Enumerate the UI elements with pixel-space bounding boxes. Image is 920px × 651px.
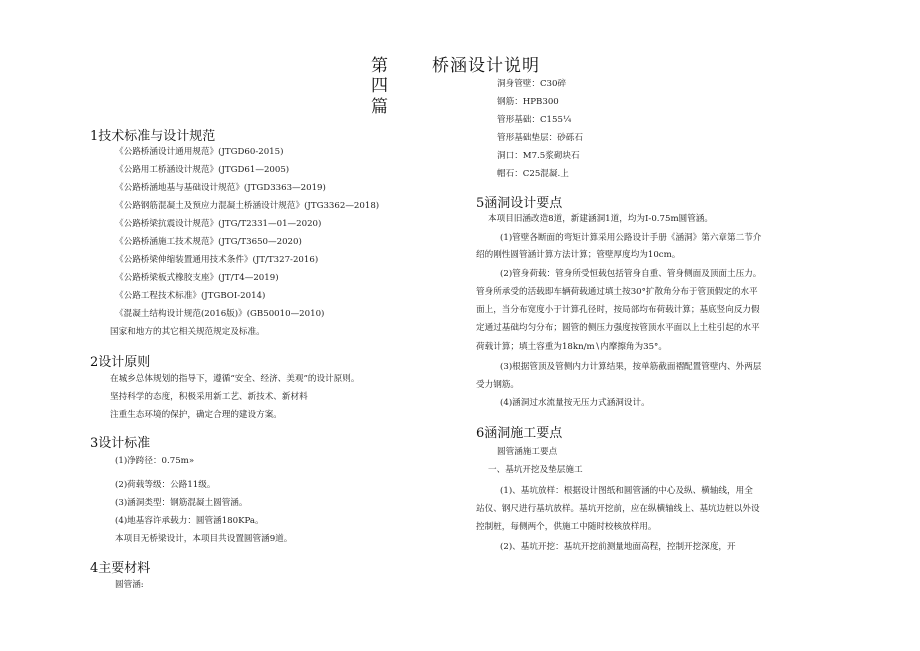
spec-item-3: 《公路桥涵地基与基础设计规范》(JTGD3363—2019)	[115, 183, 326, 193]
spec-item-2: 《公路用工桥涵设计规范》(JTGD61—2005)	[115, 165, 290, 175]
construction-line-6: (2)、基坑开挖：基坑开挖前测量地面高程，控制开挖深度，开	[500, 542, 736, 552]
culvert-design-line-6: 面上，当分布宽度小于计算孔径时，按局部均布荷载计算；基底竖向反力假	[476, 305, 760, 315]
culvert-design-line-7: 定通过基础均匀分布；圆管的侧压力强度按管顶水平面以上土柱引起的水平	[476, 323, 760, 333]
section-5-heading: 5涵洞设计要点	[476, 196, 563, 211]
culvert-design-line-4: (2)管身荷载：管身所受恒载包括管身自重、管身侧面及顶面土压力。	[500, 269, 762, 279]
spec-item-7: 《公路桥梁伸缩装置通用技术条件》(JT/T327-2016)	[115, 255, 319, 265]
spec-item-5: 《公路桥梁抗震设计规范》(JTG/T2331—01—2020)	[115, 219, 322, 229]
spec-item-1: 《公路桥涵设计通用规范》(JTGD60-2015)	[115, 147, 284, 157]
chapter-char-3: 篇	[371, 97, 388, 117]
principle-line-3: 注重生态环境的保护，确定合理的建设方案。	[110, 410, 282, 420]
construction-line-3: (1)、基坑放样：根据设计图纸和圆管涵的中心及纵、横轴线，用全	[500, 486, 753, 496]
standard-line-4: (4)地基容许承载力：圆管涵180KPa。	[115, 516, 264, 526]
culvert-design-line-5: 管身所承受的活载即车辆荷载通过填土按30°扩散角分布于管顶假定的水平	[476, 287, 758, 297]
chapter-char-2: 四	[371, 76, 388, 96]
section-3-heading: 3设计标准	[90, 436, 151, 451]
material-5: 洞口：M7.5浆砌块石	[497, 151, 580, 161]
culvert-design-line-3: 绍的刚性圆管涵计算方法计算；管壁厚度均为10cm。	[476, 250, 681, 260]
construction-line-4: 站仪、钢尺进行基坑放样。基坑开挖前，应在纵横轴线上、基坑边桩以外设	[476, 504, 760, 514]
materials-subheading: 圆管涵:	[115, 580, 144, 590]
standard-line-1: (1)净跨径：0.75m»	[115, 456, 195, 466]
material-1: 洞身管壁：C30碎	[497, 79, 567, 89]
standard-line-3: (3)涵洞类型：钢筋混凝土圆管涵。	[115, 498, 248, 508]
material-6: 帽石：C25混凝.上	[497, 169, 569, 179]
principle-line-1: 在城乡总体规划的指导下，遵循“安全、经济、美观”的设计原则。	[110, 374, 360, 384]
material-4: 管形基础垫层：砂砾石	[497, 133, 583, 143]
document-title: 桥涵设计说明	[432, 56, 540, 76]
culvert-design-line-1: 本项目旧涵改造8道，新建涵洞1道，均为I-0.75m圆管涵。	[488, 214, 713, 224]
material-3: 管形基础：C155¼	[497, 115, 572, 125]
spec-item-6: 《公路桥涵施工技术规范》(JTG/T3650—2020)	[115, 237, 302, 247]
spec-item-9: 《公路工程技术标准》(JTGBOI-2014)	[115, 291, 266, 301]
section-4-heading: 4主要材料	[90, 561, 151, 576]
chapter-char-1: 第	[371, 56, 388, 76]
spec-note: 国家和地方的其它相关规范规定及标准。	[110, 327, 265, 337]
culvert-design-line-9: (3)根据管顶及管侧内力计算结果，按单筋截面褶配置管壁内、外两层	[500, 362, 762, 372]
culvert-design-line-10: 受力钢筋。	[476, 380, 519, 390]
principle-line-2: 坚持科学的态度，积极采用新工艺、新技术、新材料	[110, 392, 308, 402]
culvert-design-line-11: (4)涵洞过水流量按无压力式涵洞设计。	[500, 398, 650, 408]
standard-line-5: 本项目无桥梁设计，本项目共设置圆管涵9道。	[115, 534, 293, 544]
spec-item-8: 《公路桥梁板式橡胶支座》(JT/T4—2019)	[115, 273, 279, 283]
spec-item-4: 《公路钢筋混凝土及预应力混凝土桥涵设计规范》(JTG3362—2018)	[115, 201, 380, 211]
construction-line-2: 一、基坑开挖及垫层施工	[488, 465, 583, 475]
culvert-design-line-8: 荷载计算；填土容重为18kn/m∖内摩擦角为35°。	[476, 342, 667, 352]
material-2: 钢筋：HPB300	[497, 97, 559, 107]
construction-line-5: 控制桩，每侧两个，供施工中随时校核放样用。	[476, 522, 657, 532]
culvert-design-line-2: (1)管壁各断面的弯矩计算采用公路设计手册《涵洞》第六章第二节介	[500, 233, 762, 243]
section-2-heading: 2设计原则	[90, 355, 151, 370]
spec-item-10: 《混凝土结构设计规范(2016版)》(GB50010—2010)	[115, 309, 325, 319]
section-1-heading: 1技术标准与设计规范	[90, 129, 216, 144]
section-6-heading: 6涵洞施工要点	[476, 426, 563, 441]
construction-line-1: 圆管涵施工要点	[497, 447, 558, 457]
standard-line-2: (2)荷载等级：公路11级。	[115, 480, 216, 490]
